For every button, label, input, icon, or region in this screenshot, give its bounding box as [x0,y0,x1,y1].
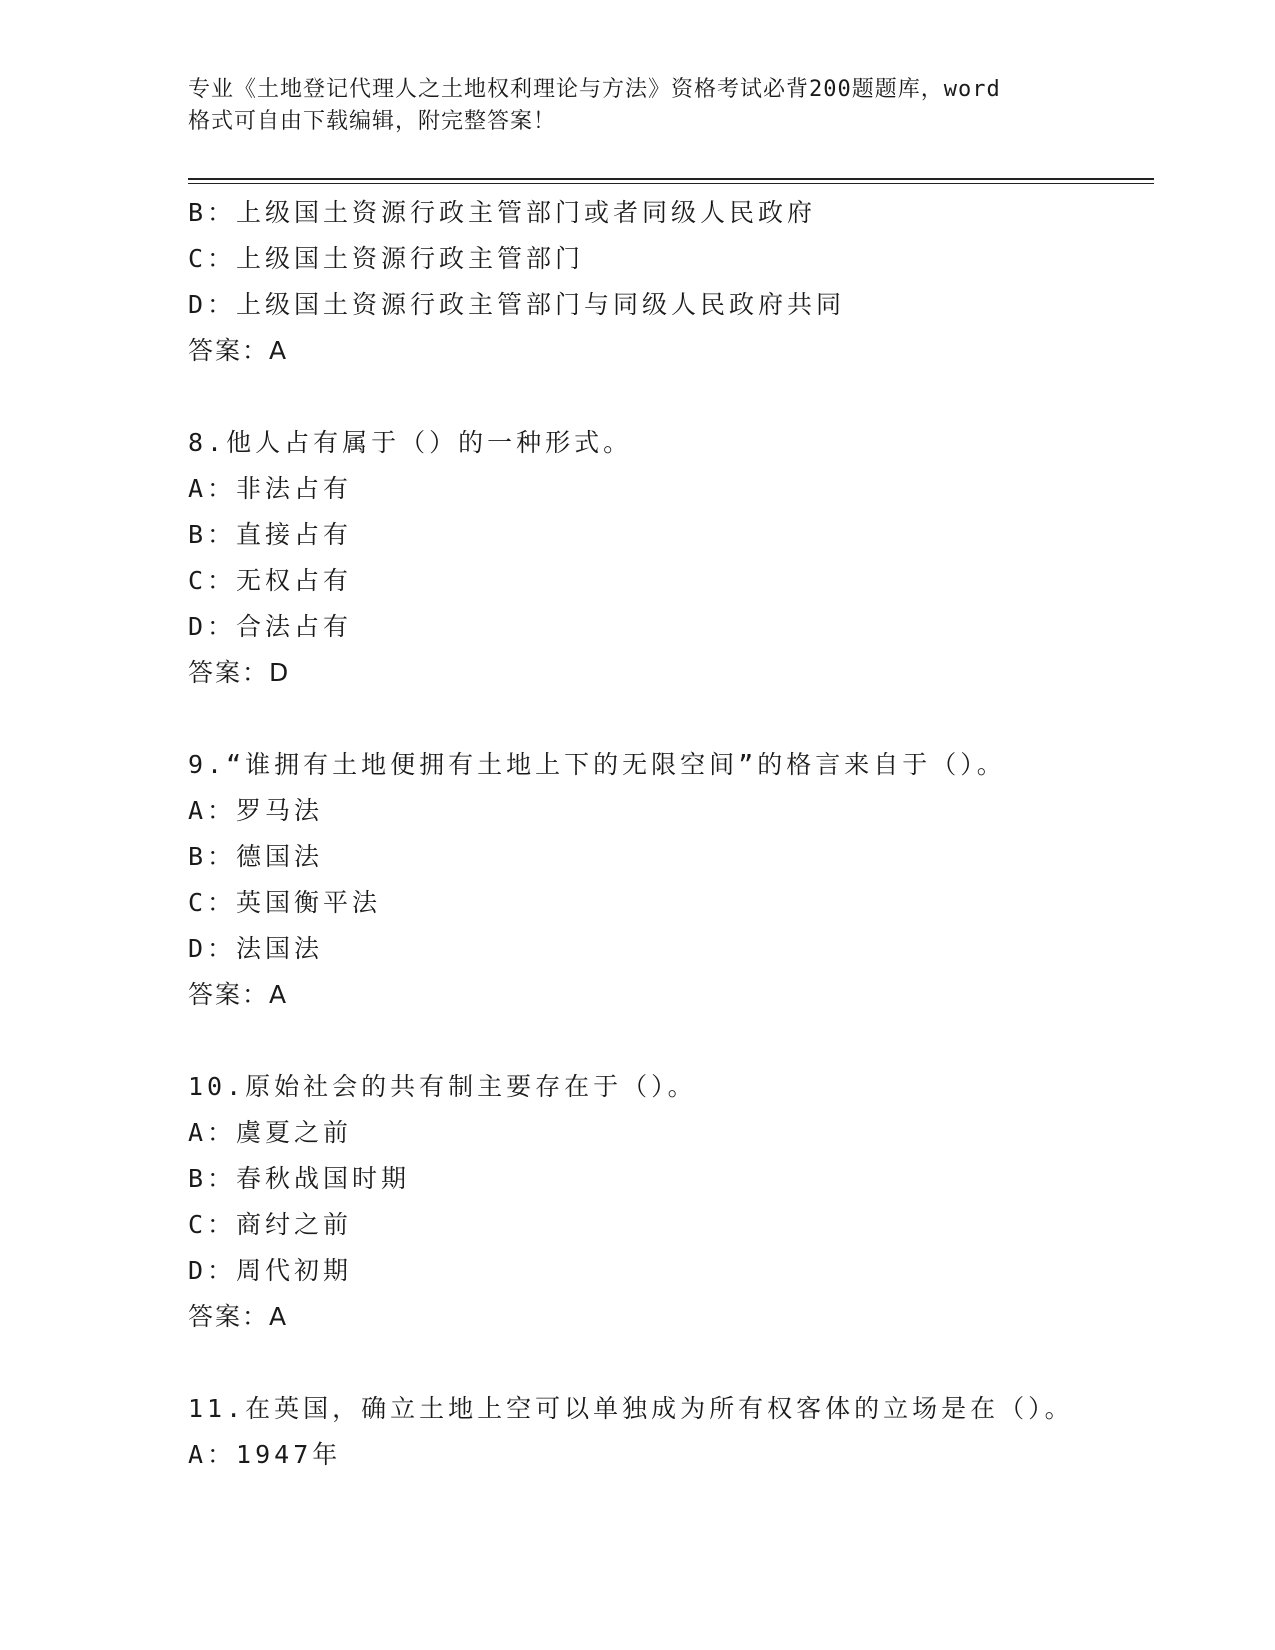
header-divider-thin [188,183,1154,184]
question-stem: 9.“谁拥有土地便拥有土地上下的无限空间”的格言来自于（）。 [188,750,1006,779]
option-d: D：法国法 [188,934,324,963]
question-stem: 11.在英国，确立土地上空可以单独成为所有权客体的立场是在（）。 [188,1394,1074,1423]
spacer [188,374,1154,420]
option-c: C：上级国土资源行政主管部门 [188,244,585,273]
option-b: B：春秋战国时期 [188,1164,411,1193]
option-c: C：无权占有 [188,566,353,595]
answer-line: 答案：D [188,658,291,687]
answer-line: 答案：A [188,336,289,365]
option-c: C：商纣之前 [188,1210,353,1239]
option-a: A：罗马法 [188,796,324,825]
answer-line: 答案：A [188,1302,289,1331]
spacer [188,1340,1154,1386]
question-stem: 10.原始社会的共有制主要存在于（）。 [188,1072,697,1101]
option-d: D：周代初期 [188,1256,353,1285]
header-line-1: 专业《土地登记代理人之土地权利理论与方法》资格考试必背200题题库，word [188,77,1001,102]
spacer [188,1018,1154,1064]
spacer [188,696,1154,742]
question-7-continued [188,190,1154,374]
option-a: A：1947年 [188,1440,342,1469]
option-b: B：德国法 [188,842,324,871]
question-9 [188,742,1154,1018]
option-a: A：非法占有 [188,474,353,503]
option-b: B：直接占有 [188,520,353,549]
option-d: D：上级国土资源行政主管部门与同级人民政府共同 [188,290,846,319]
question-stem: 8.他人占有属于（）的一种形式。 [188,428,633,457]
header-line-2: 格式可自由下载编辑，附完整答案！ [188,109,557,134]
option-a: A：虞夏之前 [188,1118,353,1147]
document-header [188,74,1068,138]
question-11 [188,1386,1154,1478]
question-list [188,190,1154,1478]
option-c: C：英国衡平法 [188,888,382,917]
option-b: B：上级国土资源行政主管部门或者同级人民政府 [188,198,817,227]
option-d: D：合法占有 [188,612,353,641]
answer-line: 答案：A [188,980,289,1009]
header-divider-thick [188,178,1154,180]
question-10 [188,1064,1154,1340]
question-8 [188,420,1154,696]
